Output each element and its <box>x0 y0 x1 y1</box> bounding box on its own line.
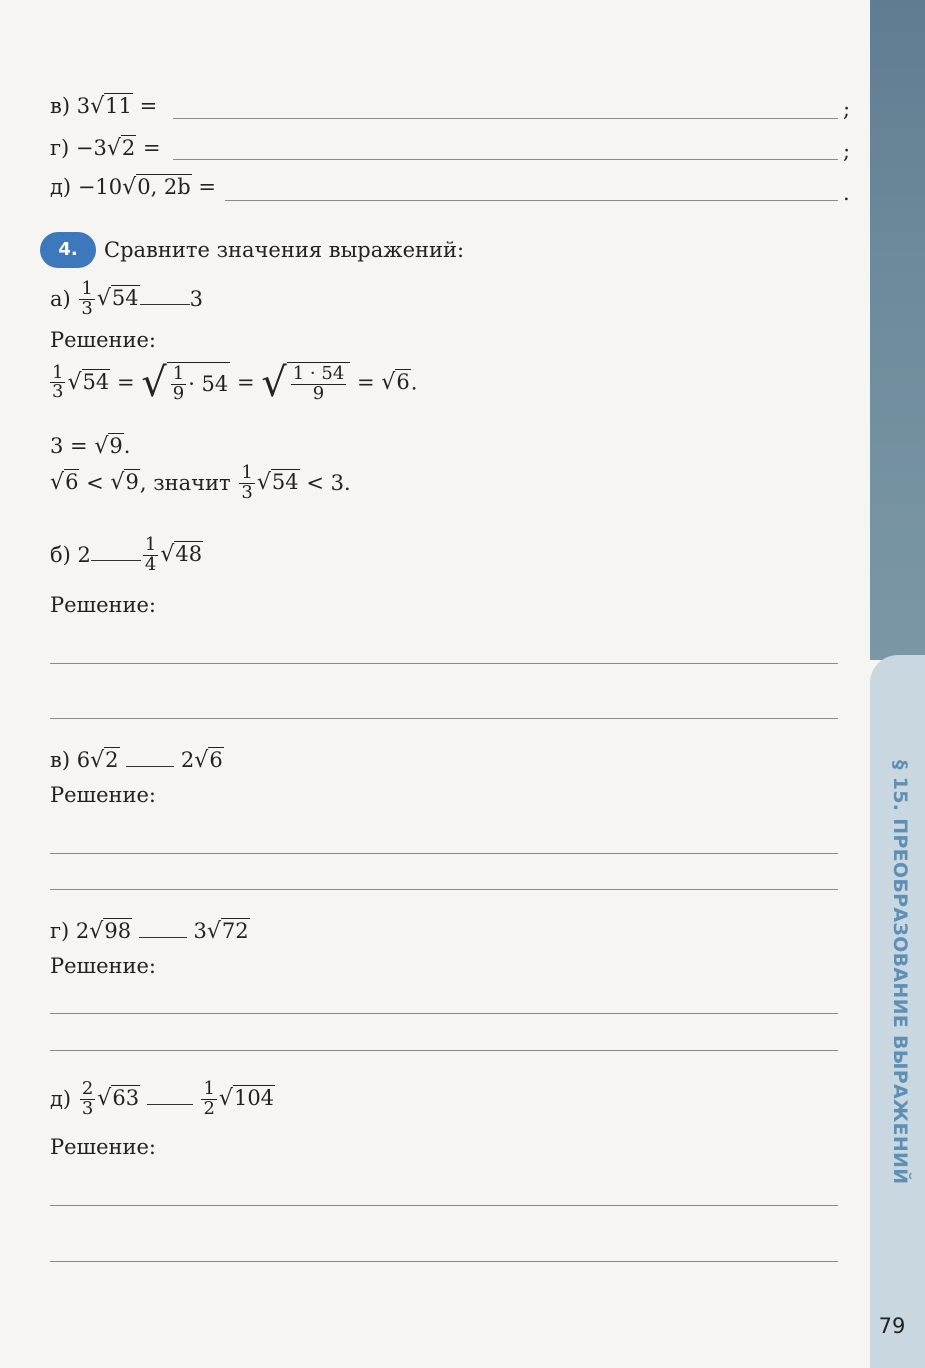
task-title: Сравните значения выражений: <box>104 238 465 262</box>
answer-line-d2 <box>50 1261 838 1262</box>
side-tab-top <box>870 0 925 660</box>
solution-a-step2: 3 = √9. <box>50 434 131 459</box>
item-d-top: д) −10√0, 2b = <box>50 175 217 200</box>
answer-line-g <box>173 159 838 160</box>
item-a: а) $\frac{1}{3}$ √54 3 <box>50 278 204 319</box>
fraction: $\frac{1}{3}$ <box>81 278 93 319</box>
compare-blank <box>126 766 174 767</box>
item-d: д) $\frac{2}{3}$ √63 $\frac{1}{2}$ √104 <box>50 1078 275 1119</box>
compare-blank <box>147 1104 193 1105</box>
solution-label-d: Решение: <box>50 1135 157 1159</box>
solution-a-step1: $\frac{1}{3}$ √54 = √ $\frac{1}{9}$ · 54 = √ $\frac{1 \cdot 54}{9}$ = √6. <box>52 359 418 406</box>
item-g: г) 2√98 3√72 <box>50 919 249 944</box>
solution-label-a: Решение: <box>50 328 157 352</box>
sqrt-2: √2 <box>106 136 136 161</box>
answer-line-v <box>173 118 838 119</box>
item-v-top: в) 3√11 = <box>50 94 158 119</box>
answer-line-b1 <box>50 663 838 664</box>
compare-blank <box>140 304 190 305</box>
solution-a-step3: √6 < √9, значит $\frac{1}{3}$ √54 < 3. <box>50 462 351 503</box>
sqrt-11: √11 <box>90 94 132 119</box>
sqrt-02b: √0, 2b <box>122 175 191 200</box>
answer-line-b2 <box>50 718 838 719</box>
answer-line-g1 <box>50 1013 838 1014</box>
answer-line-g2 <box>50 1050 838 1051</box>
answer-line-v1 <box>50 853 838 854</box>
item-b: б) 2 $\frac{1}{4}$ √48 <box>50 534 203 575</box>
end-mark-d: . <box>843 181 850 205</box>
item-g-top: г) −3√2 = <box>50 136 161 161</box>
page-number: 79 <box>878 1314 906 1338</box>
compare-blank <box>139 937 187 938</box>
compare-blank <box>91 560 141 561</box>
solution-label-g: Решение: <box>50 954 157 978</box>
answer-line-d1 <box>50 1205 838 1206</box>
solution-label-v: Решение: <box>50 783 157 807</box>
end-mark-g: ; <box>843 139 851 163</box>
answer-line-d <box>225 200 838 201</box>
end-mark-v: ; <box>843 97 851 121</box>
task-number-badge: 4. <box>40 232 96 268</box>
section-title: § 15. ПРЕОБРАЗОВАНИЕ ВЫРАЖЕНИЙ <box>888 760 911 1185</box>
solution-label-b: Решение: <box>50 593 157 617</box>
answer-line-v2 <box>50 889 838 890</box>
item-v: в) 6√2 2√6 <box>50 748 223 773</box>
